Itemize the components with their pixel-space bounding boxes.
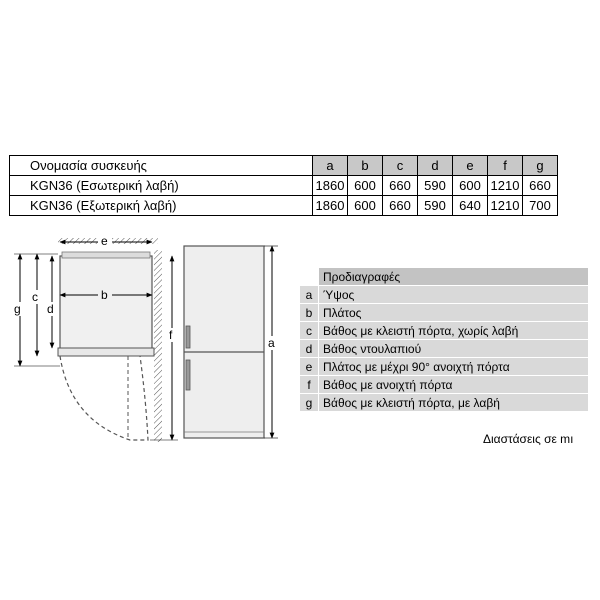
column-header-d: d <box>418 156 453 176</box>
label-c: c <box>32 290 38 304</box>
device-name-header: Ονομασία συσκευής <box>10 156 313 176</box>
list-item <box>300 322 588 340</box>
column-header-b: b <box>348 156 383 176</box>
list-item <box>300 304 588 322</box>
value-f: 1210 <box>488 196 523 216</box>
list-item <box>300 394 588 412</box>
specifications-header <box>300 268 588 286</box>
column-header-c: c <box>383 156 418 176</box>
list-item <box>300 358 588 376</box>
fridge-front <box>184 246 264 438</box>
front-view <box>184 246 278 438</box>
device-name: KGN36 (Εξωτερική λαβή) <box>10 196 313 216</box>
wall-hatch <box>154 250 162 442</box>
specifications-table <box>300 268 588 412</box>
label-e: e <box>101 234 108 248</box>
column-header-g: g <box>523 156 558 176</box>
spec-letter: e <box>300 358 319 376</box>
spec-letter: c <box>300 322 319 340</box>
spec-letter: d <box>300 340 319 358</box>
spec-letter: b <box>300 304 319 322</box>
value-d: 590 <box>418 196 453 216</box>
door-closed <box>58 348 154 356</box>
column-header-f: f <box>488 156 523 176</box>
spec-text: Βάθος με ανοιχτή πόρτα <box>319 376 589 394</box>
value-g: 700 <box>523 196 558 216</box>
spec-letter: f <box>300 376 319 394</box>
spec-text: Ύψος <box>319 286 589 304</box>
lower-handle <box>186 360 190 390</box>
spec-letter: g <box>300 394 319 412</box>
value-c: 660 <box>383 196 418 216</box>
top-view <box>14 234 178 442</box>
specifications-title: Προδιαγραφές <box>319 268 589 286</box>
value-a: 1860 <box>313 176 348 196</box>
spec-text: Βάθος ντουλαπιού <box>319 340 589 358</box>
value-d: 590 <box>418 176 453 196</box>
upper-handle <box>186 326 190 348</box>
fridge-body-top <box>60 256 152 350</box>
label-a: a <box>268 336 275 350</box>
label-d: d <box>47 302 54 316</box>
list-item <box>300 340 588 358</box>
fridge-back <box>62 252 150 258</box>
door-open-outline <box>60 356 148 440</box>
value-b: 600 <box>348 176 383 196</box>
value-a: 1860 <box>313 196 348 216</box>
value-e: 640 <box>453 196 488 216</box>
column-header-a: a <box>313 156 348 176</box>
column-header-e: e <box>453 156 488 176</box>
units-note: Διαστάσεις σε mı <box>483 432 574 446</box>
value-b: 600 <box>348 196 383 216</box>
label-b: b <box>101 288 108 302</box>
spec-text: Βάθος με κλειστή πόρτα, με λαβή <box>319 394 589 412</box>
value-f: 1210 <box>488 176 523 196</box>
label-f: f <box>169 328 173 342</box>
list-item <box>300 286 588 304</box>
value-c: 660 <box>383 176 418 196</box>
value-e: 600 <box>453 176 488 196</box>
value-g: 660 <box>523 176 558 196</box>
spec-text: Πλάτος με μέχρι 90° ανοιχτή πόρτα <box>319 358 589 376</box>
list-item <box>300 376 588 394</box>
spec-text: Πλάτος <box>319 304 589 322</box>
spec-text: Βάθος με κλειστή πόρτα, χωρίς λαβή <box>319 322 589 340</box>
label-g: g <box>14 302 21 316</box>
device-name: KGN36 (Εσωτερική λαβή) <box>10 176 313 196</box>
spec-letter: a <box>300 286 319 304</box>
